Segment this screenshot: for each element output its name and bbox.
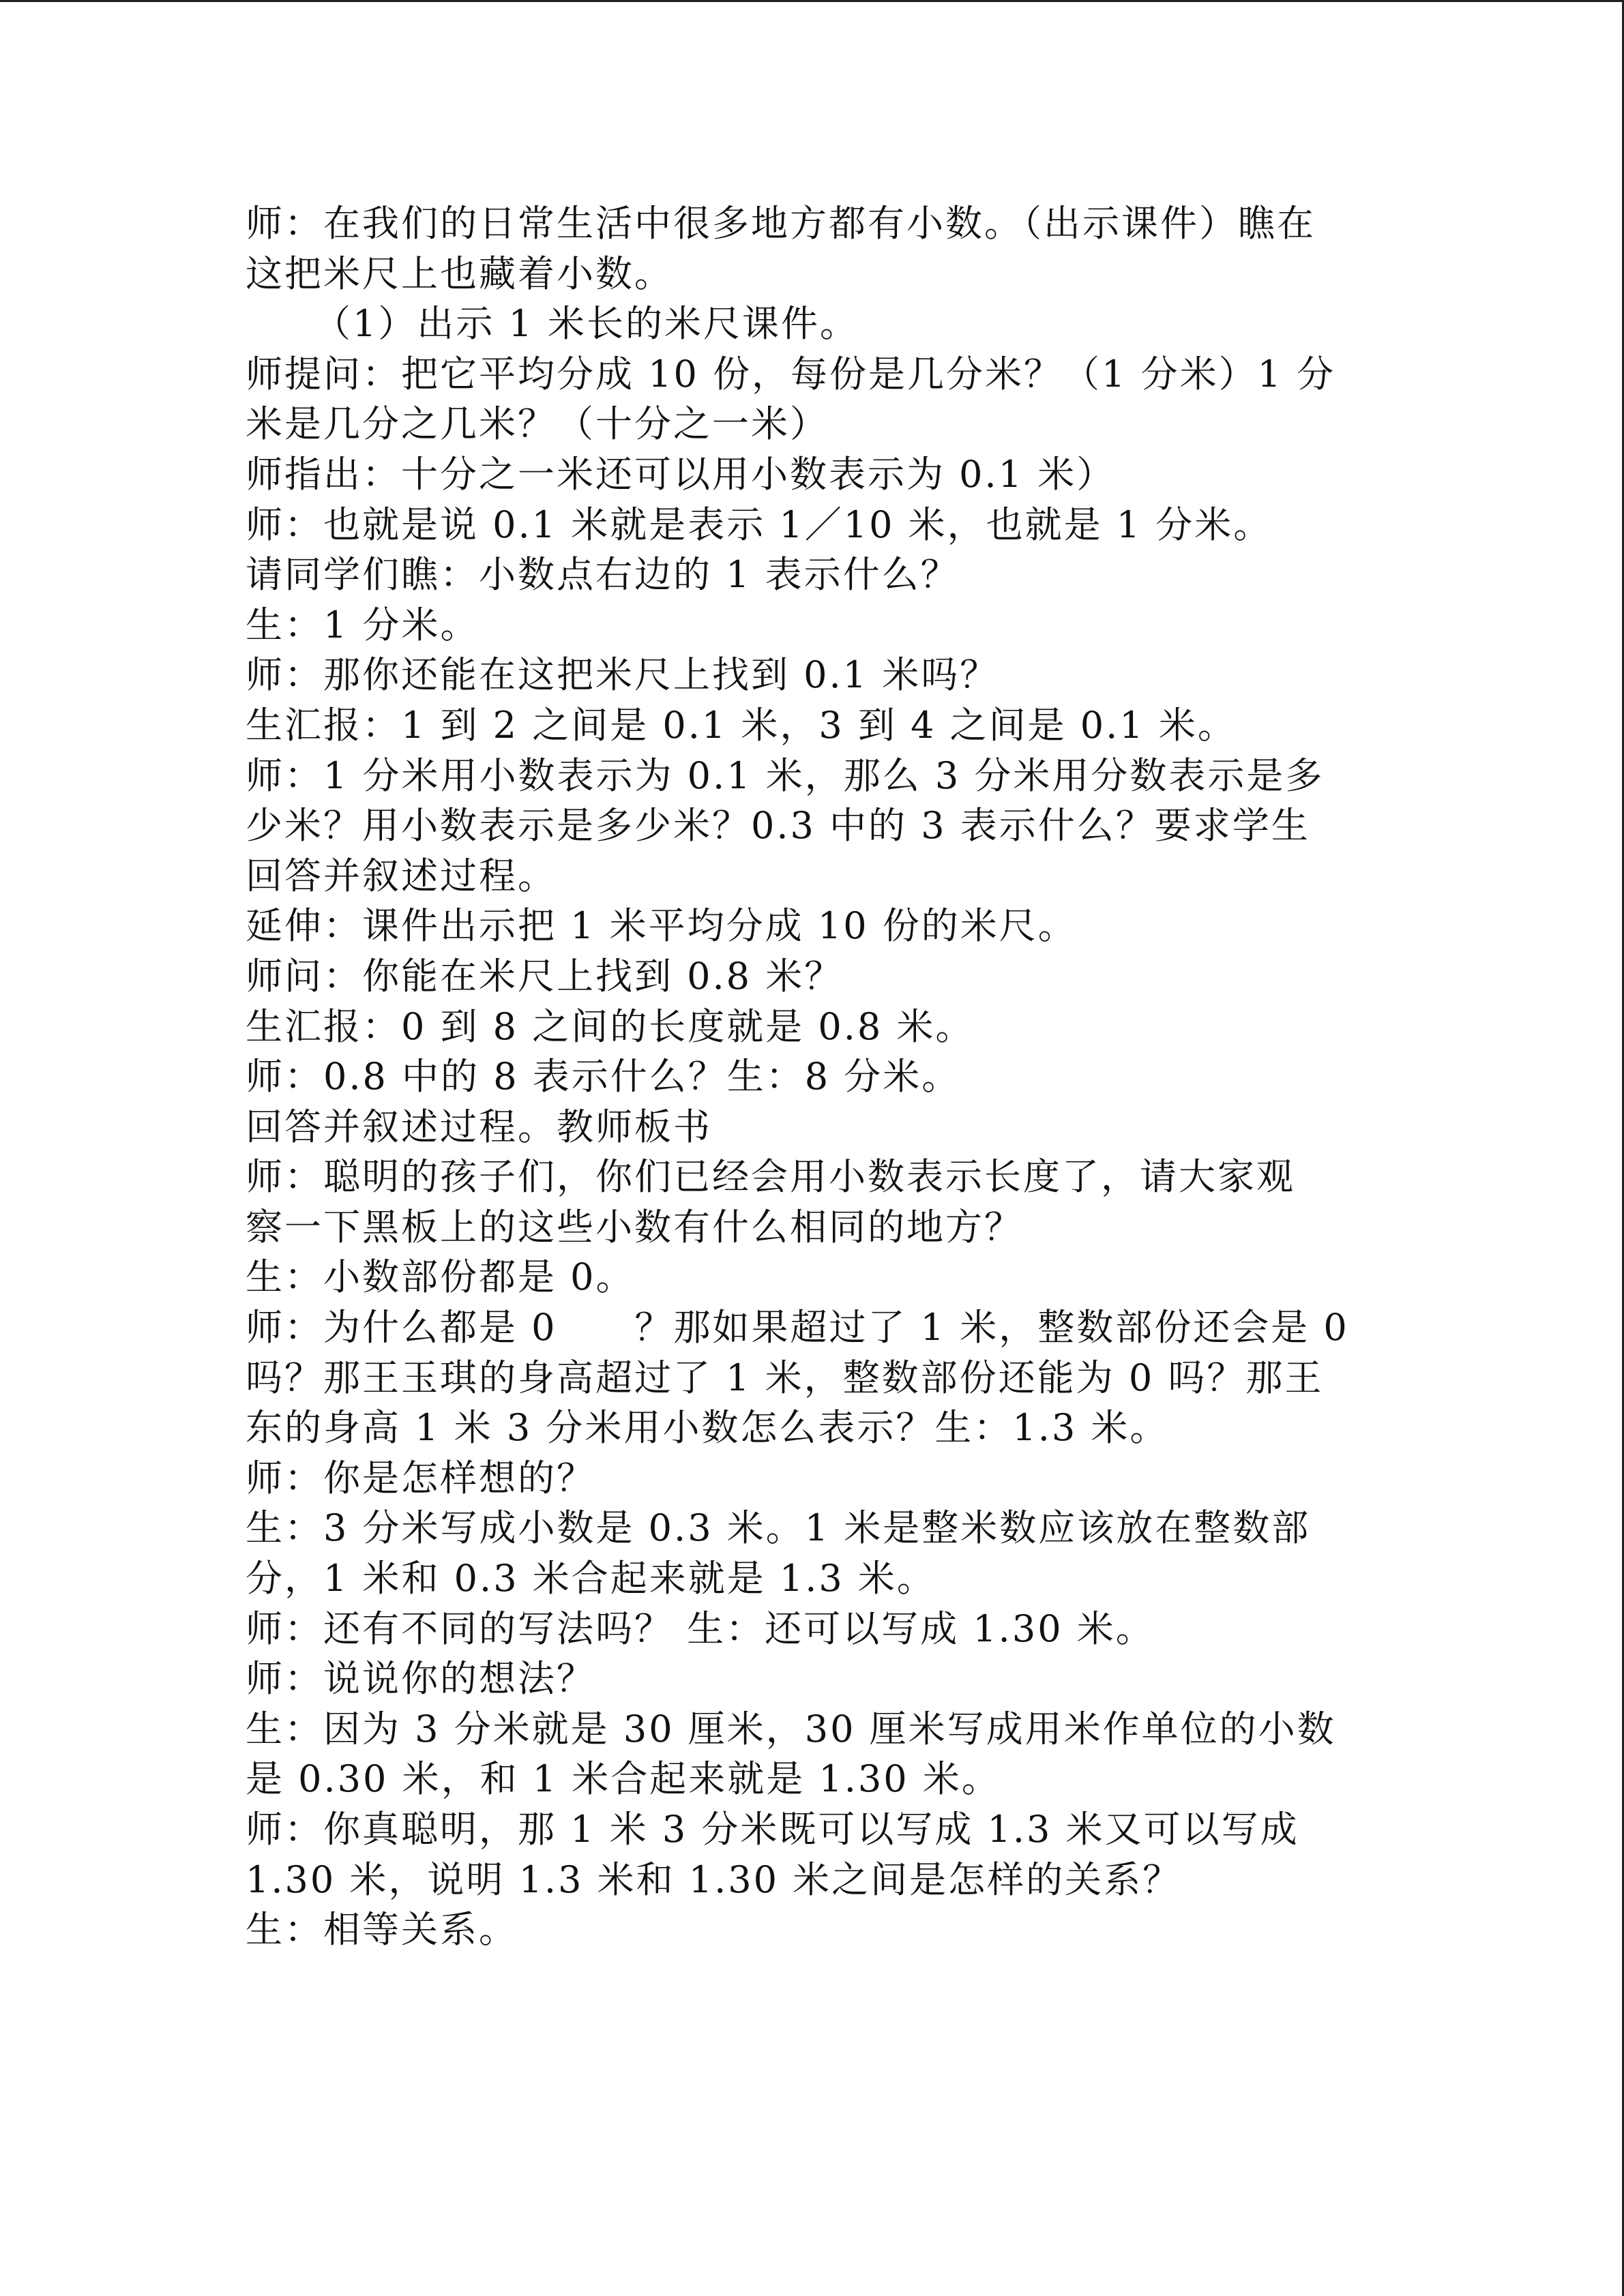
text-line: 生：3 分米写成小数是 0.3 米。1 米是整米数应该放在整数部 [246, 1506, 1311, 1550]
text-line: 是 0.30 米，和 1 米合起来就是 1.30 米。 [246, 1757, 1001, 1801]
text-line: 师：说说你的想法？ [246, 1657, 595, 1701]
text-line: 回答并叙述过程。 [246, 854, 557, 897]
text-line: 生：小数部份都是 0。 [246, 1255, 635, 1299]
text-line: （1）出示 1 米长的米尺课件。 [314, 302, 859, 346]
document-body [246, 198, 1391, 1955]
text-line: 师问：你能在米尺上找到 0.8 米？ [246, 954, 844, 998]
text-line: 生：因为 3 分米就是 30 厘米，30 厘米写成用米作单位的小数 [246, 1707, 1336, 1750]
text-line: 师：那你还能在这把米尺上找到 0.1 米吗？ [246, 653, 999, 697]
text-line: 请同学们瞧：小数点右边的 1 表示什么？ [246, 553, 960, 597]
text-line: 师：还有不同的写法吗？ 生：还可以写成 1.30 米。 [246, 1607, 1155, 1650]
text-line: 师提问：把它平均分成 10 份，每份是几分米？（1 分米）1 分 [246, 352, 1336, 396]
text-line: 师：1 分米用小数表示为 0.1 米，那么 3 分米用分数表示是多 [246, 754, 1325, 797]
text-line: 生：1 分米。 [246, 603, 479, 646]
text-line: 生汇报：1 到 2 之间是 0.1 米，3 到 4 之间是 0.1 米。 [246, 703, 1237, 747]
text-line: 回答并叙述过程。教师板书 [246, 1105, 712, 1148]
text-line: 师：在我们的日常生活中很多地方都有小数。（出示课件）瞧在 [246, 202, 1316, 245]
text-line: 师：也就是说 0.1 米就是表示 1／10 米，也就是 1 分米。 [246, 503, 1273, 546]
text-line: 师：为什么都是 0 ？那如果超过了 1 米，整数部份还会是 0 [246, 1306, 1349, 1350]
text-line: 生：相等关系。 [246, 1908, 518, 1952]
text-line: 少米？用小数表示是多少米？0.3 中的 3 表示什么？要求学生 [246, 804, 1310, 848]
text-line: 师：聪明的孩子们，你们已经会用小数表示长度了，请大家观 [246, 1155, 1295, 1199]
text-line: 这把米尺上也藏着小数。 [246, 252, 673, 295]
text-line: 延伸：课件出示把 1 米平均分成 10 份的米尺。 [246, 904, 1077, 948]
text-line: 师：你是怎样想的？ [246, 1456, 595, 1500]
text-line: 分，1 米和 0.3 米合起来就是 1.3 米。 [246, 1557, 936, 1600]
text-line: 生汇报：0 到 8 之间的长度就是 0.8 米。 [246, 1004, 975, 1048]
text-line: 吗？那王玉琪的身高超过了 1 米，整数部份还能为 0 吗？那王 [246, 1356, 1324, 1399]
text-line: 米是几分之几米？（十分之一米） [246, 402, 829, 446]
text-line: 师指出：十分之一米还可以用小数表示为 0.1 米） [246, 452, 1116, 496]
text-line: 师：0.8 中的 8 表示什么？生：8 分米。 [246, 1055, 961, 1099]
text-line: 东的身高 1 米 3 分米用小数怎么表示？生：1.3 米。 [246, 1406, 1169, 1450]
text-line: 察一下黑板上的这些小数有什么相同的地方？ [246, 1205, 1023, 1249]
text-line: 师：你真聪明，那 1 米 3 分米既可以写成 1.3 米又可以写成 [246, 1808, 1299, 1851]
text-line: 1.30 米，说明 1.3 米和 1.30 米之间是怎样的关系？ [246, 1858, 1182, 1901]
